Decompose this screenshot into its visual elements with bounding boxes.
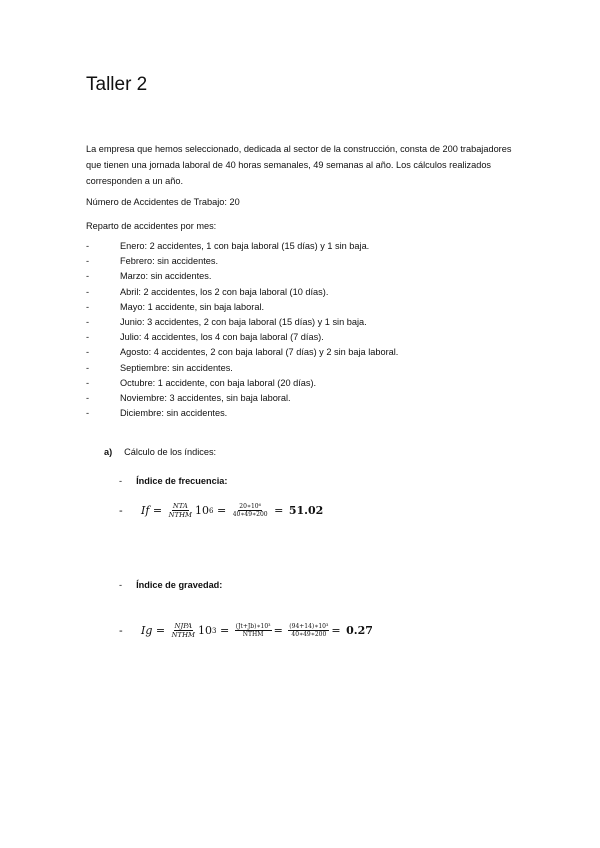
list-item: - Agosto: 4 accidentes, 2 con baja laboral (7 días) y 2 sin baja laboral. — [86, 347, 399, 358]
intro-paragraph: La empresa que hemos seleccionado, dedicada al sector de la construcción, consta de 200 trabajadores que tienen una jornada laboral de 40 horas semanales, 49 semanas al año. Los cálculos realizados corresponden a un año. — [86, 144, 512, 186]
list-item: - Noviembre: 3 accidentes, sin baja laboral. — [86, 392, 291, 403]
list-item: - Febrero: sin accidentes. — [86, 256, 219, 267]
gravity-heading: - Índice de gravedad: — [119, 580, 223, 590]
monthly-list — [86, 239, 398, 421]
list-item: - Abril: 2 accidentes, los 2 con baja laboral (10 días). — [86, 286, 329, 297]
list-item: - Junio: 3 accidentes, 2 con baja laboral (15 días) y 1 sin baja. — [86, 316, 367, 327]
page-title: Taller 2 — [86, 74, 148, 95]
list-item: - Octubre: 1 accidente, con baja laboral (20 días). — [86, 377, 317, 388]
gravity-formula: - Ig = $\frac{\text{NJPA}}{\text{NTHM}}$ 10 3 = $\frac{\text{(Jt+Jb)∗10³}}{\text{NTHM}}$ = $\frac{\text{(94+14)∗10³}}{40∗49∗200}$ = 0.27 — [119, 622, 373, 639]
list-item: - Enero: 2 accidentes, 1 con baja laboral (15 días) y 1 sin baja. — [86, 241, 370, 251]
list-item: - Diciembre: sin accidentes. — [86, 408, 228, 419]
list-item: - Mayo: 1 accidente, sin baja laboral. — [86, 301, 265, 312]
section-a-heading: a) Cálculo de los índices: — [104, 447, 217, 457]
list-item: - Julio: 4 accidentes, los 4 con baja laboral (7 días). — [86, 332, 324, 343]
monthly-heading: Reparto de accidentes por mes: — [86, 221, 217, 231]
list-item: - Septiembre: sin accidentes. — [86, 362, 233, 373]
list-item: - Marzo: sin accidentes. — [86, 271, 212, 282]
accidents-total: Número de Accidentes de Trabajo: 20 — [86, 197, 240, 207]
frequency-heading: - Índice de frecuencia: — [119, 476, 228, 486]
frequency-formula: - If = $\frac{\text{NTA}}{\text{NTHM}}$ 10 6 = $\frac{\text{20∗10⁶}}{40∗49∗200}$ = 51.02 — [119, 502, 324, 519]
